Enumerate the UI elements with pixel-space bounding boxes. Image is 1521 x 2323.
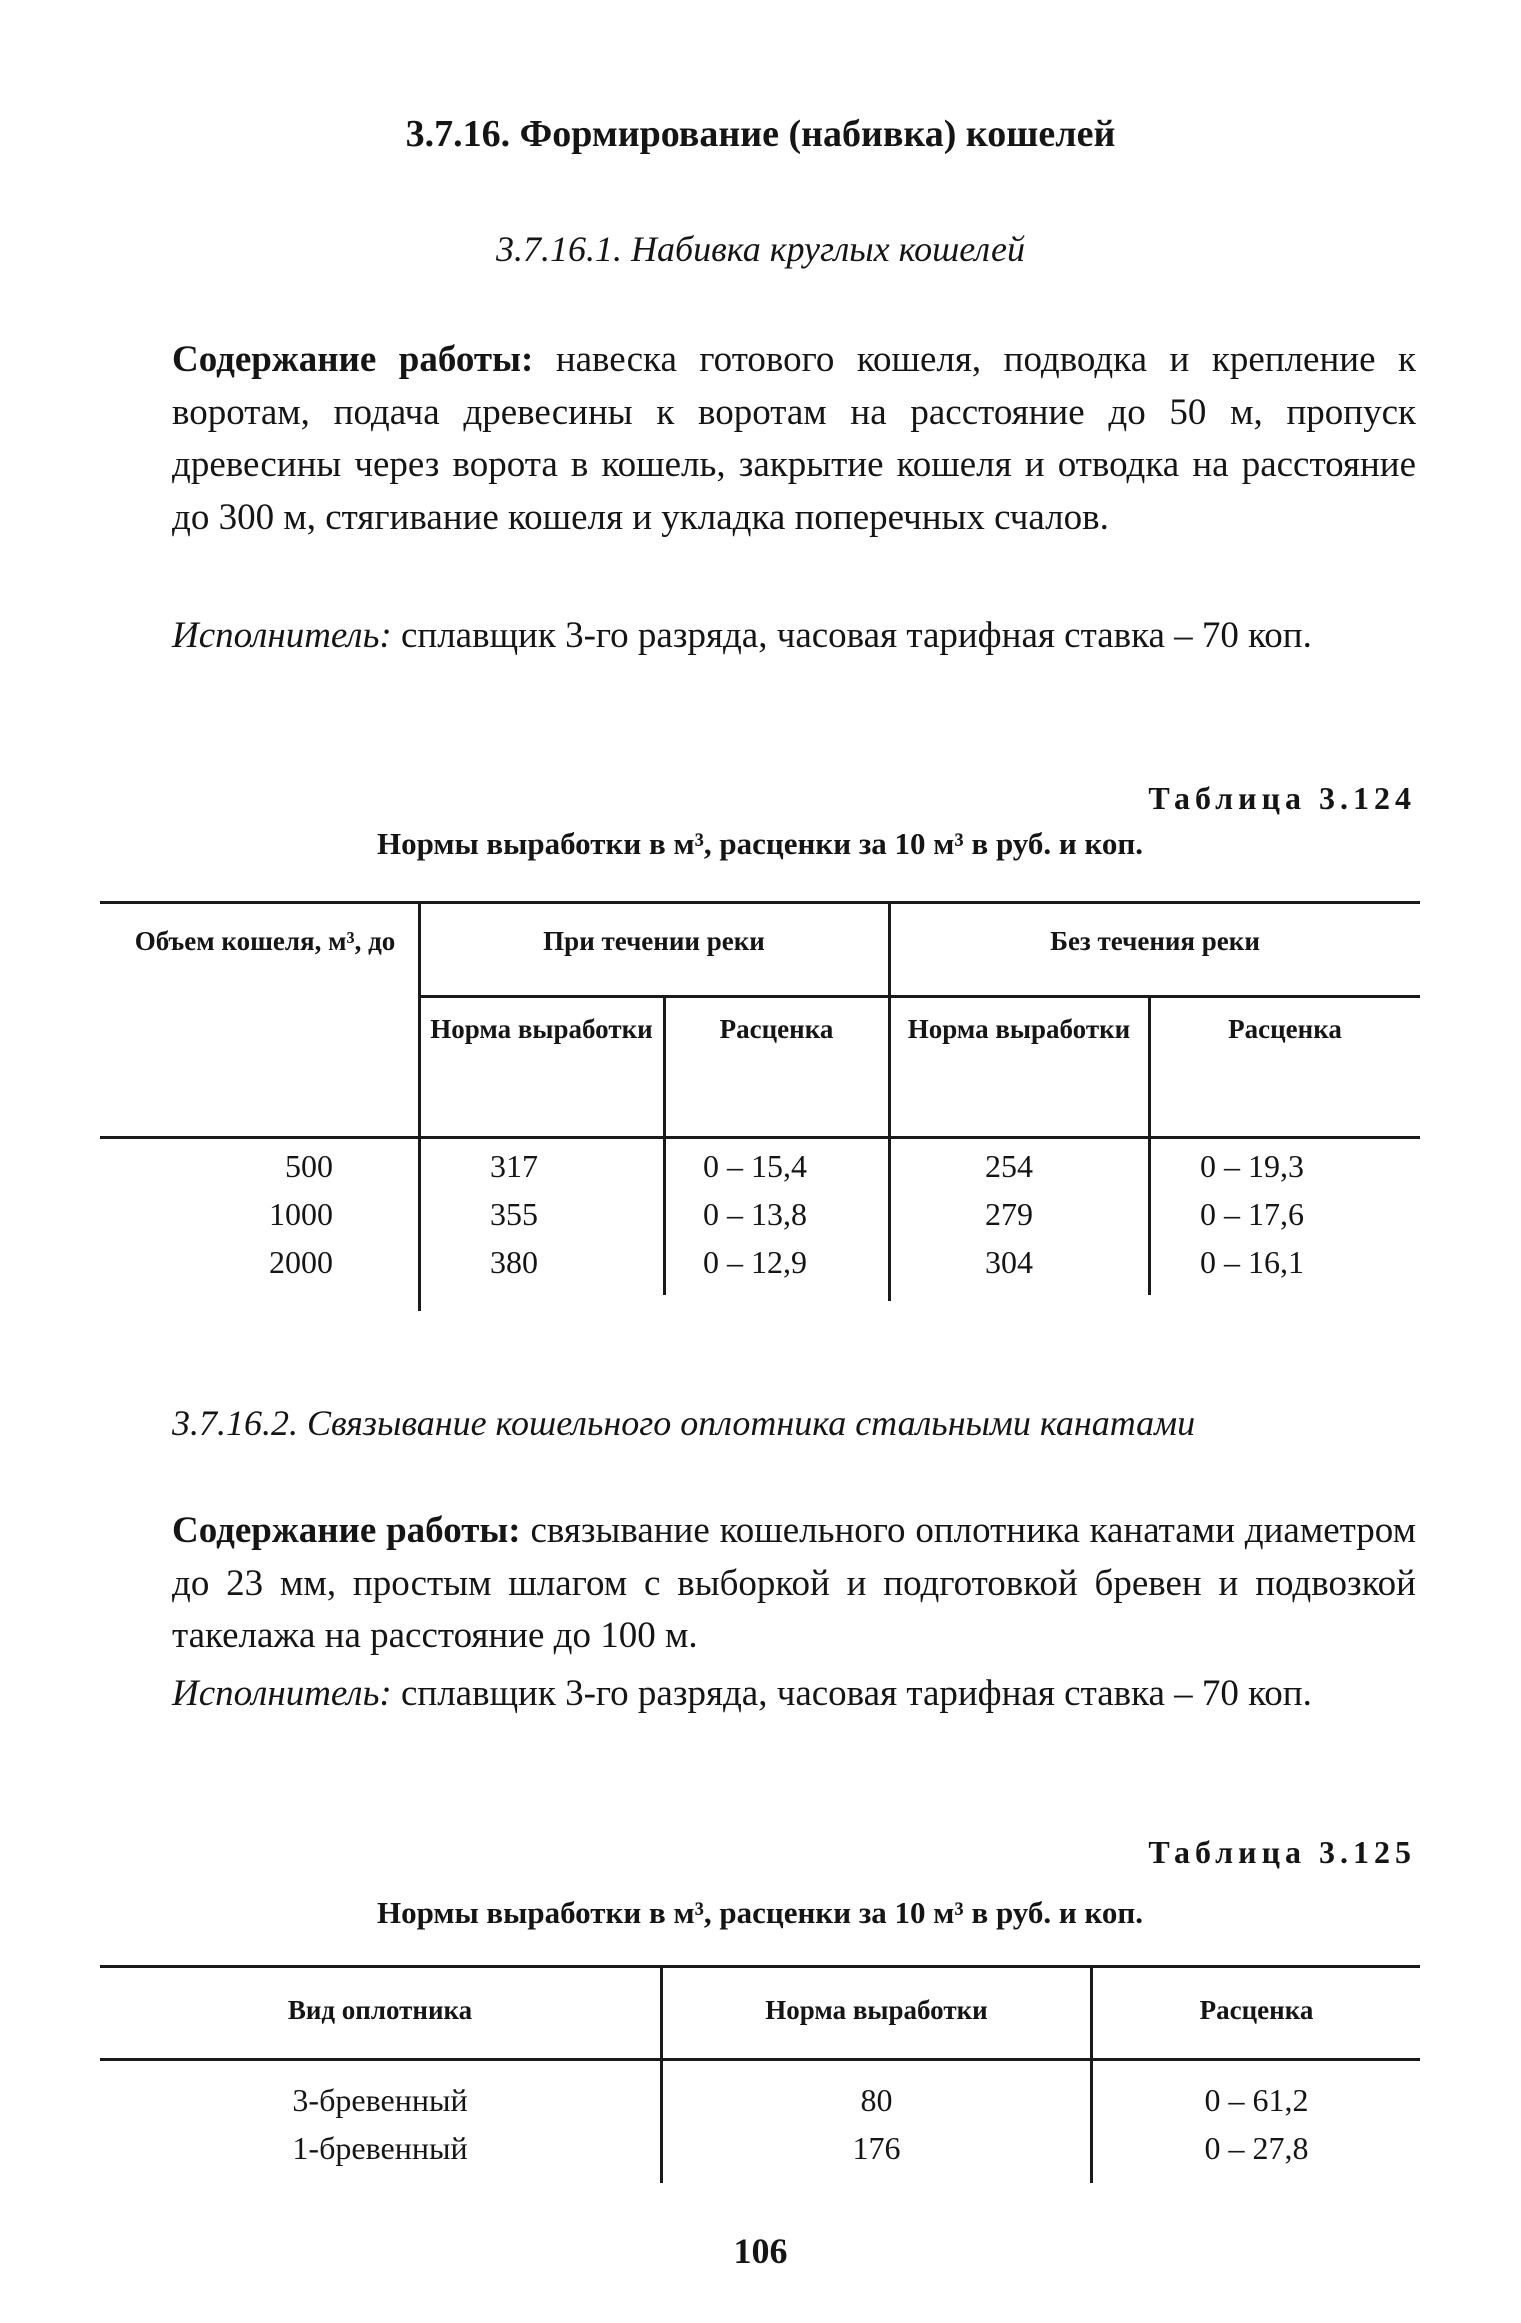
table-1-cell: 254	[985, 1148, 1033, 1184]
subsection-1-title: 3.7.16.1. Набивка круглых кошелей	[496, 229, 1025, 269]
table-1-cell: 279	[985, 1196, 1033, 1232]
executor-label: Исполнитель:	[172, 615, 392, 656]
subsection-2-executor	[172, 1668, 1416, 1721]
table-2-header-type: Вид оплотника	[287, 1995, 473, 2025]
content-text: связывание кошельного оплотника канатами диаметром до 23 мм, простым шлагом с выборкой и подготовкой бревен и подвозкой такелажа на расстояние до 100 м.	[172, 1510, 1416, 1656]
table-2-cell: 0 – 27,8	[1204, 2130, 1309, 2166]
page-number: 106	[733, 2231, 788, 2271]
table-1-cell: 0 – 19,3	[1200, 1148, 1304, 1184]
executor-label: Исполнитель:	[172, 1673, 392, 1714]
content-label: Содержание работы:	[172, 339, 534, 380]
table-1-cell: 500	[285, 1148, 333, 1184]
table-2-cell: 80	[860, 2082, 893, 2118]
table-2-cell: 3-бревенный	[292, 2082, 468, 2118]
table-1-header-price2: Расценка	[1228, 1014, 1342, 1044]
table-1-cell: 317	[490, 1148, 538, 1184]
table-1-header-norm2: Норма выработки	[907, 1014, 1131, 1044]
table-2-header-price: Расценка	[1199, 1995, 1314, 2025]
section-title: 3.7.16. Формирование (набивка) кошелей	[405, 113, 1116, 155]
content-label: Содержание работы:	[172, 1510, 521, 1551]
table-1-cell: 0 – 17,6	[1200, 1196, 1304, 1232]
subsection-1-executor	[172, 610, 1416, 663]
table-1-caption: Нормы выработки в м³, расценки за 10 м³ в руб. и коп.	[376, 826, 1144, 861]
table-2-number: Таблица 3.125	[1148, 1834, 1416, 1870]
executor-text: сплавщик 3-го разряда, часовая тарифная ставка – 70 коп.	[400, 615, 1312, 656]
table-1-cell: 0 – 13,8	[703, 1196, 807, 1232]
table-1-cell: 2000	[269, 1244, 333, 1280]
table-1-header-volume: Объем кошеля, м³, до	[134, 926, 396, 956]
table-1-cell: 1000	[269, 1196, 333, 1232]
table-1-header-price1: Расценка	[719, 1014, 834, 1044]
subsection-2-title: 3.7.16.2. Связывание кошельного оплотника стальными канатами	[172, 1403, 1196, 1443]
table-2-caption: Нормы выработки в м³, расценки за 10 м³ в руб. и коп.	[376, 1895, 1144, 1930]
table-1-cell: 380	[490, 1244, 538, 1280]
content-text: навеска готового кошеля, подводка и крепление к воротам, подача древесины к воротам на расстояние до 50 м, пропуск древесины через ворота в кошель, закрытие кошеля и отводка на расстояние до 300 м, стягивание кошеля и укладка поперечных счалов.	[172, 339, 1416, 538]
table-1-cell: 0 – 16,1	[1200, 1244, 1304, 1280]
table-1-cell: 304	[985, 1244, 1033, 1280]
table-2-cell: 1-бревенный	[292, 2130, 468, 2166]
table-1-header-norm1: Норма выработки	[430, 1014, 653, 1044]
executor-text: сплавщик 3-го разряда, часовая тарифная ставка – 70 коп.	[400, 1673, 1312, 1714]
table-2-cell: 0 – 61,2	[1204, 2082, 1309, 2118]
table-1-cell: 0 – 15,4	[703, 1148, 807, 1184]
subsection-2-content	[172, 1505, 1416, 1663]
table-1-cell: 355	[490, 1196, 538, 1232]
table-1-cell: 0 – 12,9	[703, 1244, 807, 1280]
table-1-header-group2: Без течения реки	[1050, 926, 1260, 956]
subsection-1-content	[172, 334, 1416, 544]
table-2-cell: 176	[852, 2130, 901, 2166]
table-2-header-norm: Норма выработки	[765, 1995, 988, 2025]
table-1-number: Таблица 3.124	[1148, 780, 1416, 816]
table-1-header-group1: При течении реки	[543, 926, 765, 956]
